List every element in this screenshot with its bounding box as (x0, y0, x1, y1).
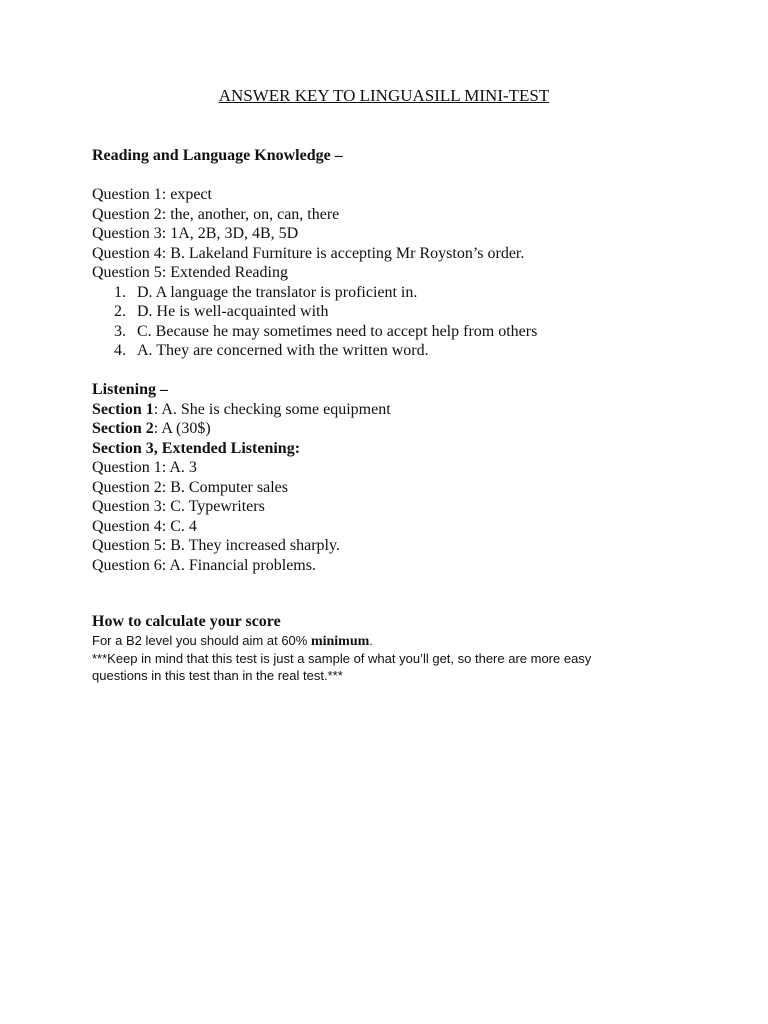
listening-question-6: Question 6: A. Financial problems. (92, 556, 316, 574)
listening-question-5: Question 5: B. They increased sharply. (92, 537, 340, 554)
extended-reading-item-4 (92, 341, 732, 361)
reading-question-2: Question 2: the, another, on, can, there (92, 205, 340, 223)
list-item-text: D. A language the translator is proficient in. (137, 283, 418, 301)
section-1-label: Section 1 (92, 400, 154, 418)
extended-reading-item-1 (92, 283, 732, 303)
listening-section-1 (92, 400, 732, 420)
extended-reading-item-3 (92, 322, 732, 342)
reading-question-3: Question 3: 1A, 2B, 3D, 4B, 5D (92, 225, 299, 242)
score-minimum-emphasis: minimum (310, 633, 370, 649)
score-note-line-1: ***Keep in mind that this test is just a sample of what you’ll get, so there are more easy (92, 650, 592, 666)
list-item-text: A. They are concerned with the written word. (137, 342, 429, 359)
reading-question-4: Question 4: B. Lakeland Furniture is accepting Mr Royston’s order. (92, 244, 525, 262)
list-number: 3. (114, 322, 126, 340)
score-instruction (92, 632, 732, 650)
score-instruction-end: . (369, 632, 373, 648)
list-item-text: C. Because he may sometimes need to accept help from others (137, 322, 538, 340)
extended-reading-item-2 (92, 302, 732, 322)
score-heading: How to calculate your score (92, 613, 281, 630)
reading-question-5: Question 5: Extended Reading (92, 264, 288, 281)
section-1-answer: : A. She is checking some equipment (153, 400, 391, 418)
reading-heading: Reading and Language Knowledge – (92, 147, 343, 164)
listening-section-3-heading: Section 3, Extended Listening: (92, 439, 301, 457)
reading-answers (92, 185, 732, 361)
page-title: ANSWER KEY TO LINGUASILL MINI-TEST (218, 86, 550, 105)
list-number: 1. (114, 283, 126, 301)
score-instruction-text: For a B2 level you should aim at 60% (92, 632, 311, 648)
list-item-text: D. He is well-acquainted with (137, 303, 329, 320)
reading-question-1: Question 1: expect (92, 186, 212, 203)
listening-section (92, 380, 732, 575)
listening-question-2: Question 2: B. Computer sales (92, 478, 288, 496)
listening-question-3: Question 3: C. Typewriters (92, 498, 265, 515)
listening-heading: Listening – (92, 381, 169, 398)
listening-question-4: Question 4: C. 4 (92, 517, 197, 535)
score-section (92, 612, 732, 684)
section-2-label: Section 2 (92, 420, 154, 437)
listening-question-1: Question 1: A. 3 (92, 459, 197, 476)
listening-section-2 (92, 419, 732, 439)
reading-section (92, 146, 732, 166)
list-number: 4. (114, 342, 126, 359)
score-note-line-2: questions in this test than in the real test.*** (92, 667, 343, 683)
section-2-answer: : A (30$) (153, 420, 211, 437)
list-number: 2. (114, 303, 126, 320)
